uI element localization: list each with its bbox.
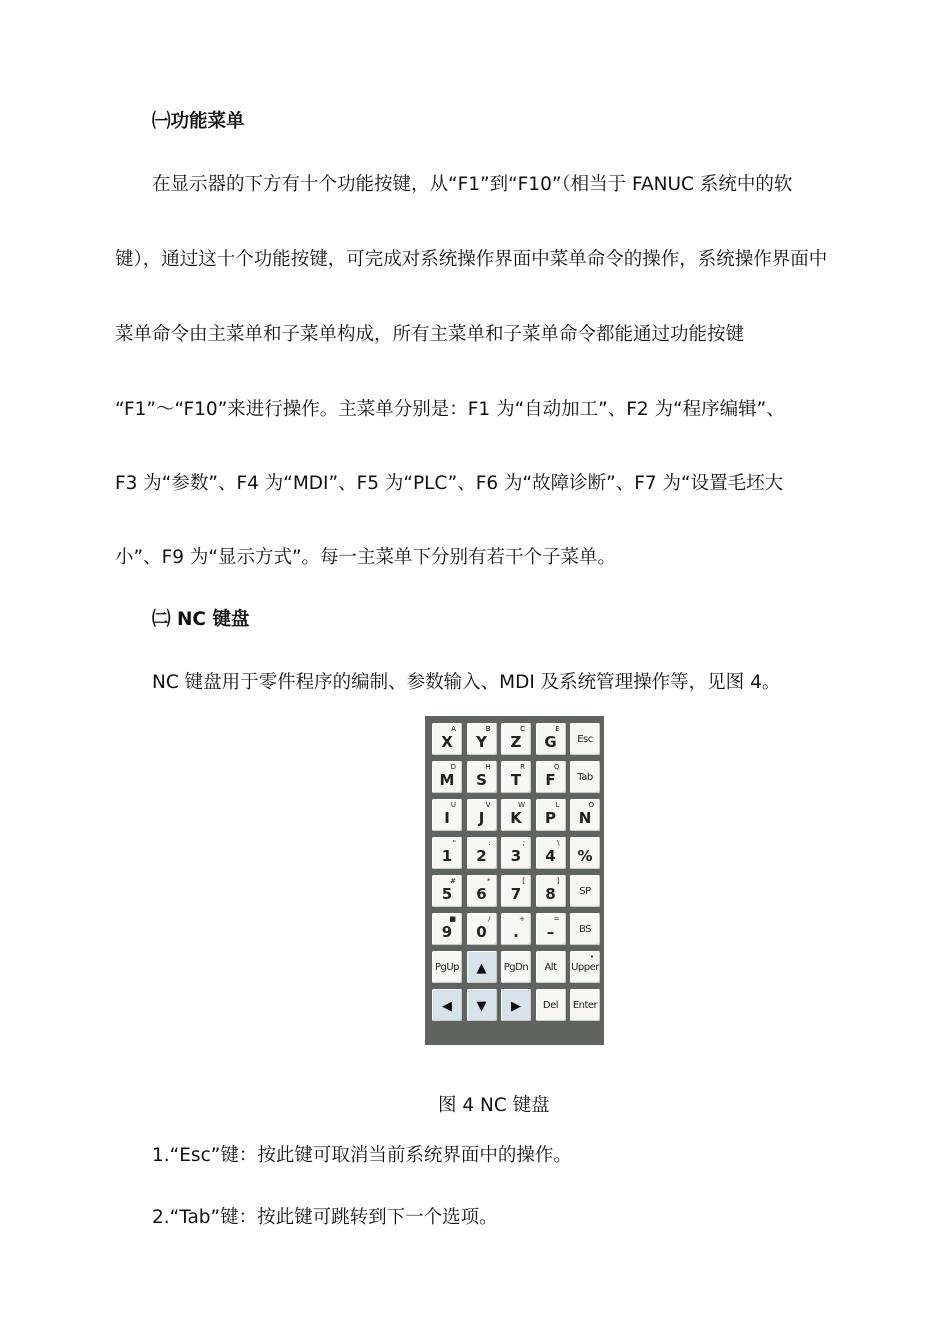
key-secondary-label: • (589, 953, 594, 961)
keypad-key (536, 913, 566, 945)
key-label: 2 (476, 847, 487, 865)
key-label: PgDn (503, 962, 529, 973)
list-item: 1.“Esc”键：按此键可取消当前系统界面中的操作。 (152, 1145, 572, 1166)
keypad-key (536, 761, 566, 793)
keypad-key (432, 837, 462, 869)
key-secondary-label: H (485, 763, 491, 771)
key-label: 5 (441, 885, 453, 903)
key-label: T (510, 771, 522, 789)
key-label: ▲ (476, 961, 487, 976)
keypad-key (536, 837, 566, 869)
key-label: F (545, 771, 556, 789)
keypad-key (432, 989, 462, 1021)
keypad-key (432, 875, 462, 907)
key-label: Alt (544, 962, 557, 973)
key-label: J (478, 809, 485, 827)
keypad-key (432, 913, 462, 945)
keypad-key (501, 875, 531, 907)
key-secondary-label: * (487, 877, 491, 885)
key-secondary-label: V (485, 801, 491, 809)
keypad-key (501, 989, 531, 1021)
key-secondary-label: ■ (449, 915, 456, 923)
keypad-key (432, 951, 462, 983)
key-secondary-label: C (520, 725, 525, 733)
keypad-key (501, 951, 531, 983)
keypad-key (467, 951, 497, 983)
key-secondary-label: E (555, 725, 560, 733)
key-label: BS (578, 924, 592, 935)
paragraph-line: F3 为“参数”、F4 为“MDI”、F5 为“PLC”、F6 为“故障诊断”、F7 为“设置毛坯大 (115, 473, 784, 494)
key-secondary-label: = (553, 915, 560, 923)
section-heading-function-menu: ㈠功能菜单 (152, 111, 245, 132)
keypad-key (501, 799, 531, 831)
keypad-key (467, 837, 497, 869)
key-label: P (545, 809, 556, 827)
key-secondary-label: O (588, 801, 594, 809)
key-label: – (546, 923, 555, 941)
keypad-key (467, 989, 497, 1021)
keypad-key (570, 723, 600, 755)
key-label: ▶ (511, 999, 521, 1014)
key-label: ▼ (476, 999, 487, 1014)
key-secondary-label: L (555, 801, 560, 809)
keypad-key (570, 799, 600, 831)
key-label: 7 (510, 885, 522, 903)
keypad-key (570, 989, 600, 1021)
keypad-key (501, 837, 531, 869)
key-secondary-label: W (518, 801, 525, 809)
key-secondary-label: D (450, 763, 456, 771)
keypad-key (570, 951, 600, 983)
key-secondary-label: A (451, 725, 456, 733)
key-secondary-label: ] (556, 877, 560, 885)
key-label: 4 (545, 847, 556, 865)
keypad-key (501, 723, 531, 755)
key-secondary-label: \ (557, 839, 560, 847)
key-label: K (510, 809, 522, 827)
key-label: Tab (577, 772, 593, 783)
paragraph-line: “F1”～“F10”来进行操作。主菜单分别是：F1 为“自动加工”、F2 为“程序编辑”、 (115, 399, 785, 420)
list-item: 2.“Tab”键：按此键可跳转到下一个选项。 (152, 1207, 498, 1228)
key-label: I (444, 809, 450, 827)
keypad-key (501, 913, 531, 945)
keypad-key (432, 799, 462, 831)
key-label: 3 (510, 847, 522, 865)
key-label: 9 (441, 923, 453, 941)
key-secondary-label: B (485, 725, 491, 733)
key-label: S (476, 771, 487, 789)
keypad-key (570, 913, 600, 945)
key-label: 0 (476, 923, 487, 941)
key-label: PgUp (434, 962, 460, 973)
key-secondary-label: [ (522, 877, 525, 885)
key-label: Enter (572, 1000, 598, 1011)
keypad-key (467, 723, 497, 755)
key-secondary-label: / (488, 915, 491, 923)
key-label: Del (542, 1000, 559, 1011)
key-secondary-label: # (450, 877, 456, 885)
keypad-key (467, 875, 497, 907)
key-secondary-label: + (519, 915, 525, 923)
key-secondary-label: R (520, 763, 525, 771)
key-label: Upper (571, 962, 599, 973)
keypad-key (432, 761, 462, 793)
key-secondary-label: Q (553, 763, 560, 771)
key-label: 8 (545, 885, 556, 903)
paragraph-line: 在显示器的下方有十个功能按键，从“F1”到“F10”（相当于 FANUC 系统中的软 (152, 174, 793, 195)
keypad-key (536, 951, 566, 983)
figure-caption: 图 4 NC 键盘 (438, 1095, 550, 1116)
keypad-key (501, 761, 531, 793)
paragraph-line: 键），通过这十个功能按键，可完成对系统操作界面中菜单命令的操作，系统操作界面中 (115, 249, 828, 270)
nc-keypad-figure (425, 716, 604, 1045)
key-secondary-label: U (450, 801, 456, 809)
key-label: ◀ (442, 999, 452, 1014)
key-label: Esc (577, 734, 593, 745)
key-label: Y (476, 733, 487, 751)
keypad-key (570, 837, 600, 869)
key-label: X (441, 733, 453, 751)
key-label: . (513, 923, 519, 941)
paragraph-line: 菜单命令由主菜单和子菜单构成，所有主菜单和子菜单命令都能通过功能按键 (115, 324, 745, 345)
keypad-key (570, 875, 600, 907)
keypad-key (467, 913, 497, 945)
key-label: % (577, 847, 593, 865)
key-label: G (544, 733, 557, 751)
key-label: SP (579, 886, 591, 897)
keypad-key (536, 723, 566, 755)
keypad-key (536, 989, 566, 1021)
key-label: Z (510, 733, 522, 751)
paragraph-line: NC 键盘用于零件程序的编制、参数输入、MDI 及系统管理操作等，见图 4。 (152, 672, 781, 693)
key-secondary-label: ; (522, 839, 525, 847)
keypad-key (536, 799, 566, 831)
key-label: 1 (441, 847, 453, 865)
key-label: 6 (476, 885, 487, 903)
key-label: M (439, 771, 455, 789)
keypad-key (570, 761, 600, 793)
keypad-key (432, 723, 462, 755)
keypad-key (467, 761, 497, 793)
keypad-key (536, 875, 566, 907)
section-heading-nc-keyboard: ㈡ NC 键盘 (152, 609, 250, 630)
keypad-key (467, 799, 497, 831)
key-label: N (578, 809, 592, 827)
key-secondary-label: : (488, 839, 491, 847)
key-secondary-label: " (452, 839, 456, 847)
paragraph-line: 小”、F9 为“显示方式”。每一主菜单下分别有若干个子菜单。 (115, 547, 617, 568)
